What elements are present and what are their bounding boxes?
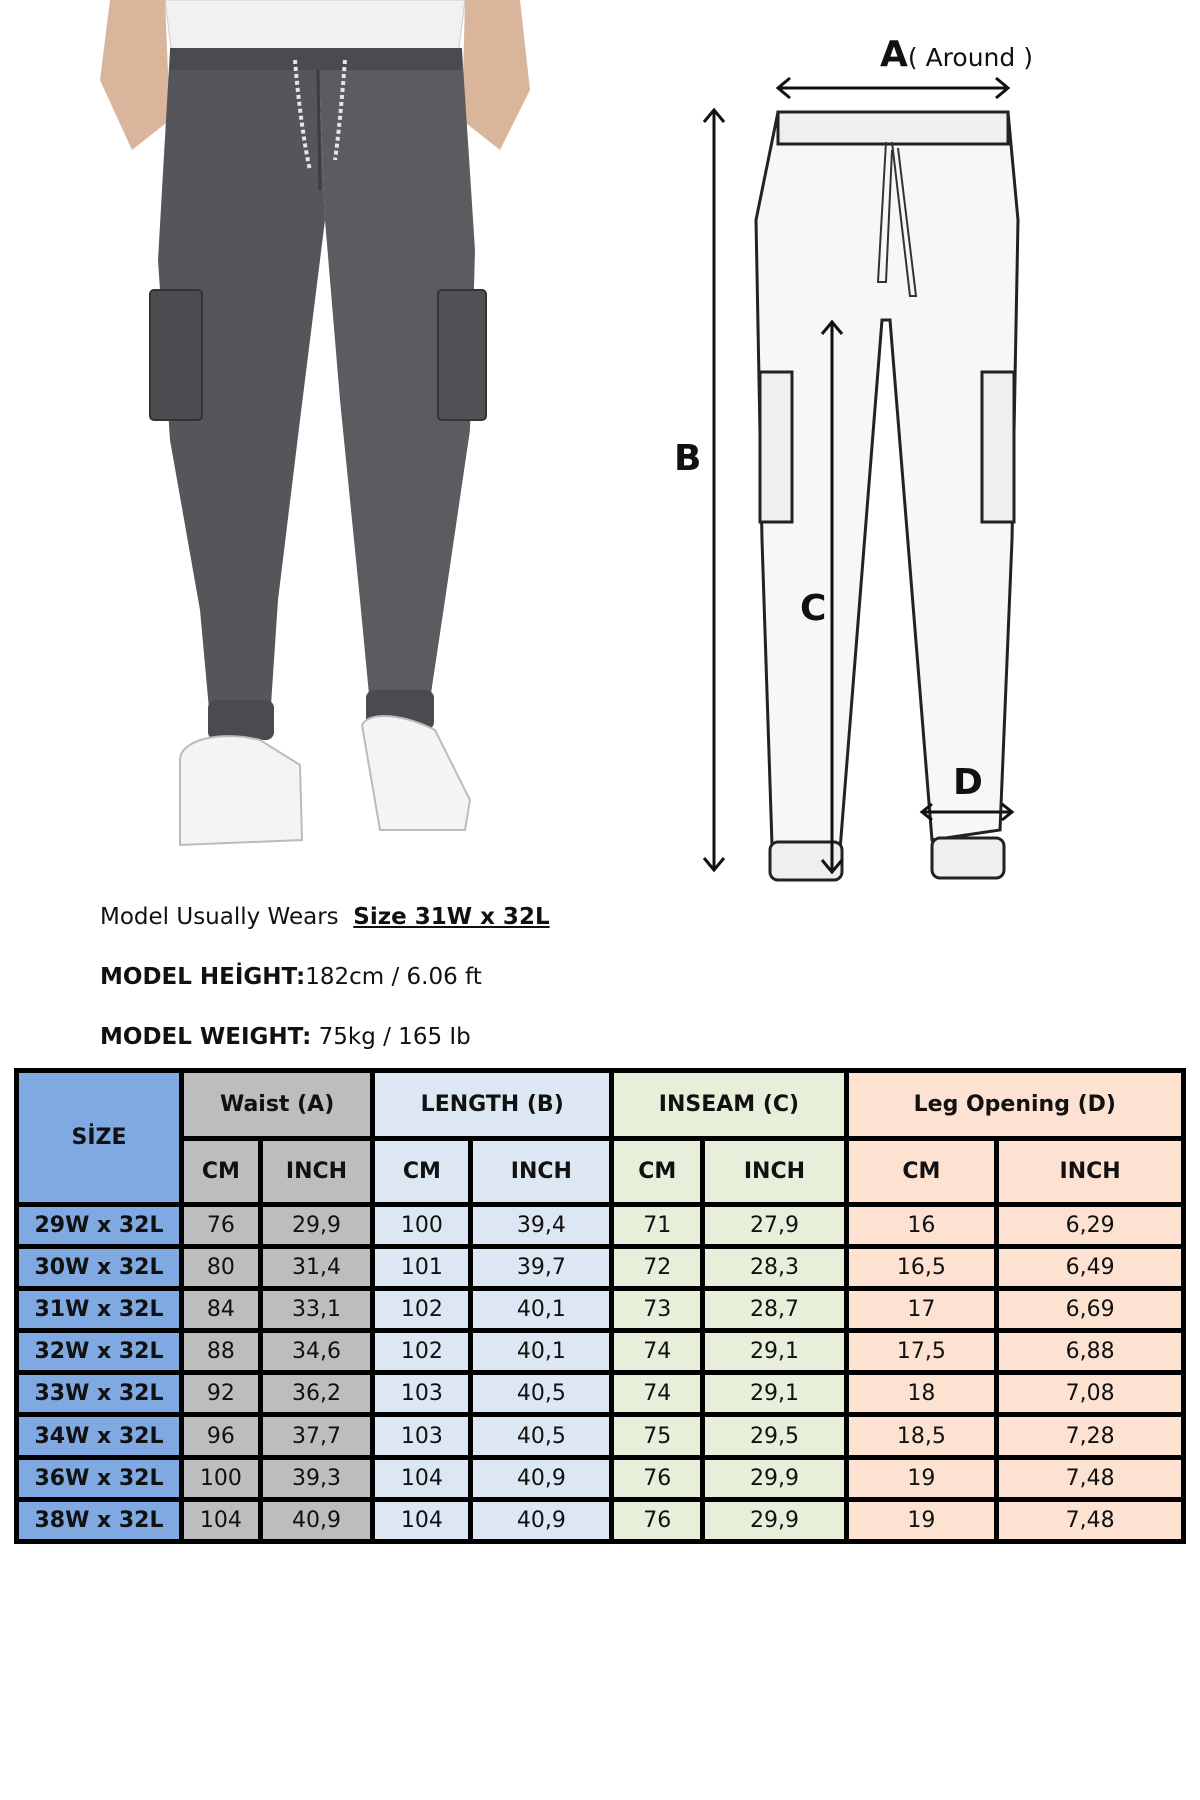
length-inch-cell: 40,5 [473, 1375, 609, 1412]
waist-inch-cell: 33,1 [263, 1291, 370, 1328]
leg-opening-cm-cell: 16 [849, 1207, 995, 1244]
length-cm-cell: 102 [375, 1291, 468, 1328]
model-height-label: MODEL HEİGHT: [100, 964, 306, 990]
unit-header: CM [184, 1141, 258, 1201]
length-cm-cell: 103 [375, 1417, 468, 1454]
inseam-cm-cell: 74 [614, 1333, 700, 1370]
unit-header: INCH [999, 1141, 1181, 1201]
leg-opening-inch-cell: 6,88 [999, 1333, 1181, 1370]
waist-inch-cell: 39,3 [263, 1460, 370, 1497]
length-cm-cell: 100 [375, 1207, 468, 1244]
length-inch-cell: 40,1 [473, 1291, 609, 1328]
length-cm-cell: 101 [375, 1249, 468, 1286]
length-cm-cell: 104 [375, 1502, 468, 1539]
model-wears-size: Size 31W x 32L [353, 904, 550, 930]
size-header: SİZE [19, 1073, 179, 1202]
size-cell: 33W x 32L [19, 1375, 179, 1412]
table-row [19, 1502, 1181, 1539]
label-d: D [953, 762, 983, 803]
table-row [19, 1375, 1181, 1412]
size-cell: 36W x 32L [19, 1460, 179, 1497]
size-cell: 30W x 32L [19, 1249, 179, 1286]
length-inch-cell: 39,7 [473, 1249, 609, 1286]
model-weight-label: MODEL WEIGHT: [100, 1024, 312, 1050]
inseam-inch-cell: 29,9 [705, 1502, 843, 1539]
inseam-cm-cell: 76 [614, 1460, 700, 1497]
waist-inch-cell: 31,4 [263, 1249, 370, 1286]
waist-cm-cell: 88 [184, 1333, 258, 1370]
leg-opening-cm-cell: 19 [849, 1460, 995, 1497]
table-row [19, 1460, 1181, 1497]
leg-opening-cm-cell: 17,5 [849, 1333, 995, 1370]
length-inch-cell: 40,9 [473, 1460, 609, 1497]
length-arrow [704, 110, 724, 870]
leg-opening-cm-cell: 17 [849, 1291, 995, 1328]
pants-outline [640, 20, 1120, 900]
waist-inch-cell: 34,6 [263, 1333, 370, 1370]
waist-cm-cell: 84 [184, 1291, 258, 1328]
model-wears-prefix: Model Usually Wears [100, 904, 339, 930]
leg-opening-inch-cell: 6,29 [999, 1207, 1181, 1244]
waist-inch-cell: 29,9 [263, 1207, 370, 1244]
length-cm-cell: 104 [375, 1460, 468, 1497]
length-inch-cell: 40,9 [473, 1502, 609, 1539]
inseam-cm-cell: 73 [614, 1291, 700, 1328]
model-height-line [100, 964, 482, 990]
leg-opening-cm-cell: 16,5 [849, 1249, 995, 1286]
leg-opening-cm-cell: 18,5 [849, 1417, 995, 1454]
label-a: A( Around ) [880, 34, 1033, 75]
size-cell: 29W x 32L [19, 1207, 179, 1244]
group-header-waist: Waist (A) [184, 1073, 370, 1136]
leg-opening-inch-cell: 6,69 [999, 1291, 1181, 1328]
size-table-body [19, 1207, 1181, 1539]
leg-opening-inch-cell: 7,48 [999, 1502, 1181, 1539]
waist-cm-cell: 76 [184, 1207, 258, 1244]
inseam-inch-cell: 29,1 [705, 1375, 843, 1412]
unit-header: CM [849, 1141, 995, 1201]
waist-cm-cell: 96 [184, 1417, 258, 1454]
size-cell: 34W x 32L [19, 1417, 179, 1454]
inseam-inch-cell: 28,7 [705, 1291, 843, 1328]
waist-inch-cell: 36,2 [263, 1375, 370, 1412]
waist-cm-cell: 92 [184, 1375, 258, 1412]
waist-cm-cell: 104 [184, 1502, 258, 1539]
size-cell: 32W x 32L [19, 1333, 179, 1370]
leg-opening-inch-cell: 7,48 [999, 1460, 1181, 1497]
size-cell: 38W x 32L [19, 1502, 179, 1539]
waist-inch-cell: 37,7 [263, 1417, 370, 1454]
unit-header: INCH [473, 1141, 609, 1201]
label-a-around: ( Around ) [907, 43, 1033, 72]
label-b: B [674, 438, 702, 479]
inseam-inch-cell: 29,1 [705, 1333, 843, 1370]
product-photo [70, 0, 530, 880]
waist-cm-cell: 100 [184, 1460, 258, 1497]
waist-cm-cell: 80 [184, 1249, 258, 1286]
leg-opening-inch-cell: 7,08 [999, 1375, 1181, 1412]
inseam-cm-cell: 72 [614, 1249, 700, 1286]
inseam-cm-cell: 76 [614, 1502, 700, 1539]
unit-header: INCH [705, 1141, 843, 1201]
length-inch-cell: 39,4 [473, 1207, 609, 1244]
inseam-inch-cell: 27,9 [705, 1207, 843, 1244]
inseam-cm-cell: 75 [614, 1417, 700, 1454]
model-height-value: 182cm / 6.06 ft [305, 964, 482, 990]
waist-inch-cell: 40,9 [263, 1502, 370, 1539]
waist-arrow [778, 78, 1008, 98]
length-inch-cell: 40,5 [473, 1417, 609, 1454]
table-row [19, 1417, 1181, 1454]
inseam-cm-cell: 71 [614, 1207, 700, 1244]
table-row [19, 1333, 1181, 1370]
model-wears-line [100, 904, 550, 930]
length-cm-cell: 102 [375, 1333, 468, 1370]
length-inch-cell: 40,1 [473, 1333, 609, 1370]
leg-opening-inch-cell: 7,28 [999, 1417, 1181, 1454]
leg-opening-cm-cell: 19 [849, 1502, 995, 1539]
measurement-diagram [640, 20, 1120, 900]
model-weight-line [100, 1024, 471, 1050]
table-row [19, 1291, 1181, 1328]
group-header-leg-opening: Leg Opening (D) [849, 1073, 1181, 1136]
length-cm-cell: 103 [375, 1375, 468, 1412]
unit-header: CM [614, 1141, 700, 1201]
inseam-inch-cell: 29,9 [705, 1460, 843, 1497]
table-row [19, 1207, 1181, 1244]
size-table [14, 1068, 1186, 1544]
inseam-inch-cell: 29,5 [705, 1417, 843, 1454]
leg-opening-inch-cell: 6,49 [999, 1249, 1181, 1286]
group-header-length: LENGTH (B) [375, 1073, 609, 1136]
leg-opening-cm-cell: 18 [849, 1375, 995, 1412]
inseam-cm-cell: 74 [614, 1375, 700, 1412]
label-c: C [800, 588, 827, 629]
table-row [19, 1249, 1181, 1286]
model-weight-value: 75kg / 165 Ib [311, 1024, 471, 1050]
unit-header: INCH [263, 1141, 370, 1201]
unit-header: CM [375, 1141, 468, 1201]
size-cell: 31W x 32L [19, 1291, 179, 1328]
group-header-inseam: INSEAM (C) [614, 1073, 843, 1136]
inseam-inch-cell: 28,3 [705, 1249, 843, 1286]
